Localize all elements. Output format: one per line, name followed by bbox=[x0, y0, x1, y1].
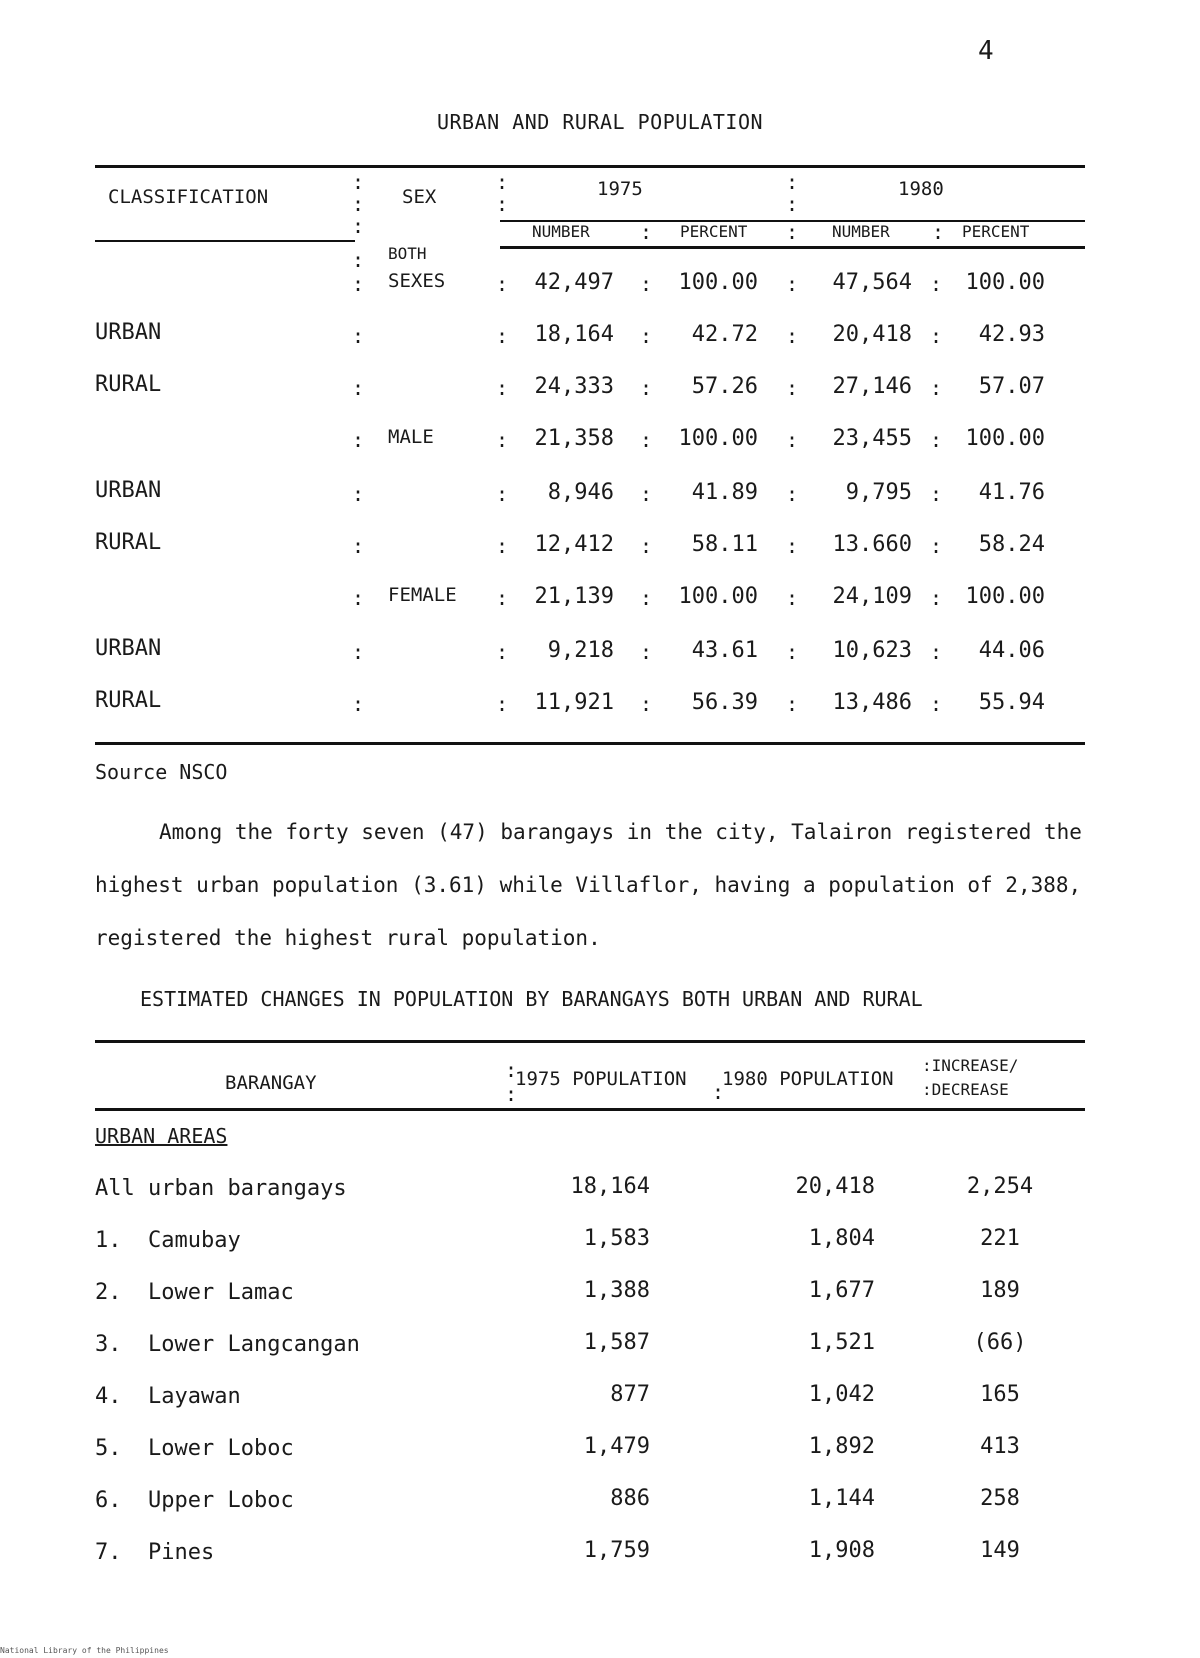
table1-bottom-rule bbox=[95, 742, 1085, 745]
divider: : bbox=[352, 428, 365, 452]
divider: : bbox=[930, 482, 943, 506]
number-cell: 23,455 bbox=[832, 426, 912, 451]
row-number: 6. bbox=[95, 1488, 122, 1513]
divider: : bbox=[352, 376, 365, 400]
divider: : bbox=[786, 482, 799, 506]
number-cell: 21,358 bbox=[534, 426, 614, 451]
table2-title: ESTIMATED CHANGES IN POPULATION BY BARANGAYS BOTH URBAN AND RURAL bbox=[140, 987, 923, 1011]
percent-cell: 58.11 bbox=[691, 532, 758, 557]
divider: : bbox=[352, 482, 365, 506]
row-number: 3. bbox=[95, 1332, 122, 1357]
pop1975-cell: 877 bbox=[610, 1382, 650, 1407]
header-percent-1980: PERCENT bbox=[962, 222, 1030, 241]
divider: : bbox=[505, 1058, 518, 1082]
pop1975-cell: 886 bbox=[610, 1486, 650, 1511]
divider: : bbox=[930, 640, 943, 664]
classification-cell: RURAL bbox=[95, 530, 162, 555]
divider: : bbox=[640, 534, 653, 558]
pop1975-cell: 18,164 bbox=[570, 1174, 650, 1199]
pop1975-cell: 1,759 bbox=[583, 1538, 650, 1563]
classification-cell: URBAN bbox=[95, 636, 162, 661]
barangay-name: Lower Langcangan bbox=[148, 1332, 360, 1357]
percent-cell: 42.72 bbox=[691, 322, 758, 347]
number-cell: 20,418 bbox=[832, 322, 912, 347]
divider: : bbox=[930, 692, 943, 716]
sex-cell: SEXES bbox=[388, 270, 446, 292]
divider: : bbox=[352, 534, 365, 558]
divider: : bbox=[786, 170, 799, 194]
number-cell: 13,486 bbox=[832, 690, 912, 715]
percent-cell: 41.76 bbox=[978, 480, 1045, 505]
divider: : bbox=[640, 640, 653, 664]
row-number: 1. bbox=[95, 1228, 122, 1253]
number-cell: 24,333 bbox=[534, 374, 614, 399]
divider: : bbox=[786, 376, 799, 400]
change-cell: (66) bbox=[973, 1330, 1027, 1355]
change-cell: 413 bbox=[980, 1434, 1020, 1459]
percent-cell: 100.00 bbox=[965, 584, 1045, 609]
table1-header-rule bbox=[500, 246, 1085, 249]
table2-header-rule bbox=[95, 1108, 1085, 1111]
header-decrease-text: DECREASE bbox=[931, 1080, 1009, 1099]
pop1975-cell: 1,388 bbox=[583, 1278, 650, 1303]
classification-cell: RURAL bbox=[95, 688, 162, 713]
divider: : bbox=[640, 482, 653, 506]
barangay-name: Upper Loboc bbox=[148, 1488, 294, 1513]
number-cell: 18,164 bbox=[534, 322, 614, 347]
row-number: 7. bbox=[95, 1540, 122, 1565]
divider: : bbox=[352, 248, 365, 272]
barangay-name: Layawan bbox=[148, 1384, 241, 1409]
header-number-1975: NUMBER bbox=[532, 222, 590, 241]
number-cell: 13.660 bbox=[832, 532, 912, 557]
source-note: Source NSCO bbox=[95, 760, 228, 784]
percent-cell: 55.94 bbox=[978, 690, 1045, 715]
divider: : bbox=[640, 692, 653, 716]
divider: : bbox=[786, 534, 799, 558]
number-cell: 12,412 bbox=[534, 532, 614, 557]
percent-cell: 43.61 bbox=[691, 638, 758, 663]
divider: : bbox=[930, 586, 943, 610]
percent-cell: 100.00 bbox=[965, 270, 1045, 295]
divider: : bbox=[496, 324, 509, 348]
divider: : bbox=[496, 640, 509, 664]
pop1980-cell: 20,418 bbox=[795, 1174, 875, 1199]
divider: : bbox=[496, 586, 509, 610]
header-1975-population: 1975 POPULATION bbox=[515, 1068, 687, 1090]
row-number: 2. bbox=[95, 1280, 122, 1305]
page-number: 4 bbox=[978, 36, 994, 66]
percent-cell: 44.06 bbox=[978, 638, 1045, 663]
divider: : bbox=[930, 428, 943, 452]
sex-cell: BOTH bbox=[388, 244, 427, 263]
percent-cell: 56.39 bbox=[691, 690, 758, 715]
divider: : bbox=[496, 428, 509, 452]
divider: : bbox=[930, 376, 943, 400]
table1-title: URBAN AND RURAL POPULATION bbox=[436, 110, 764, 134]
header-year-1980: 1980 bbox=[898, 178, 944, 200]
divider: : bbox=[352, 214, 365, 238]
header-decrease: :DECREASE bbox=[922, 1080, 1009, 1099]
divider: : bbox=[352, 640, 365, 664]
number-cell: 21,139 bbox=[534, 584, 614, 609]
table1-top-rule bbox=[95, 165, 1085, 168]
change-cell: 165 bbox=[980, 1382, 1020, 1407]
barangay-name: All urban barangays bbox=[95, 1176, 347, 1201]
number-cell: 42,497 bbox=[534, 270, 614, 295]
divider: : bbox=[932, 220, 945, 244]
divider: : bbox=[496, 482, 509, 506]
pop1975-cell: 1,479 bbox=[583, 1434, 650, 1459]
divider: : bbox=[640, 272, 653, 296]
pop1975-cell: 1,583 bbox=[583, 1226, 650, 1251]
classification-cell: URBAN bbox=[95, 320, 162, 345]
pop1980-cell: 1,677 bbox=[808, 1278, 875, 1303]
divider: : bbox=[640, 428, 653, 452]
divider: : bbox=[786, 428, 799, 452]
divider: : bbox=[496, 534, 509, 558]
percent-cell: 57.07 bbox=[978, 374, 1045, 399]
percent-cell: 42.93 bbox=[978, 322, 1045, 347]
barangay-name: Pines bbox=[148, 1540, 215, 1565]
table1-header-rule-left bbox=[95, 240, 355, 242]
classification-cell: RURAL bbox=[95, 372, 162, 397]
divider: : bbox=[352, 692, 365, 716]
percent-cell: 100.00 bbox=[678, 584, 758, 609]
divider: : bbox=[352, 272, 365, 296]
number-cell: 11,921 bbox=[534, 690, 614, 715]
header-increase-text: INCREASE/ bbox=[931, 1056, 1019, 1075]
percent-cell: 58.24 bbox=[978, 532, 1045, 557]
divider: : bbox=[352, 192, 365, 216]
percent-cell: 57.26 bbox=[691, 374, 758, 399]
divider: : bbox=[352, 586, 365, 610]
divider: : bbox=[352, 324, 365, 348]
classification-cell: URBAN bbox=[95, 478, 162, 503]
divider: : bbox=[496, 692, 509, 716]
header-year-1975: 1975 bbox=[597, 178, 643, 200]
divider: : bbox=[786, 192, 799, 216]
pop1980-cell: 1,804 bbox=[808, 1226, 875, 1251]
footer-library-note: National Library of the Philippines bbox=[0, 1646, 169, 1655]
header-barangay: BARANGAY bbox=[225, 1072, 317, 1094]
sex-cell: MALE bbox=[388, 426, 434, 448]
percent-cell: 41.89 bbox=[691, 480, 758, 505]
change-cell: 149 bbox=[980, 1538, 1020, 1563]
paragraph-text: Among the forty seven (47) barangays in the city, Talairon registered the highest urban population (3.61) while Villaflor, having a population of 2,388, registered the highest rural population. bbox=[95, 820, 1082, 950]
number-cell: 10,623 bbox=[832, 638, 912, 663]
row-number: 5. bbox=[95, 1436, 122, 1461]
divider: : bbox=[496, 170, 509, 194]
header-increase: :INCREASE/ bbox=[922, 1056, 1019, 1075]
divider: : bbox=[786, 692, 799, 716]
divider: : bbox=[930, 324, 943, 348]
pop1975-cell: 1,587 bbox=[583, 1330, 650, 1355]
change-cell: 258 bbox=[980, 1486, 1020, 1511]
change-cell: 189 bbox=[980, 1278, 1020, 1303]
divider: : bbox=[930, 534, 943, 558]
divider: : bbox=[640, 324, 653, 348]
percent-cell: 100.00 bbox=[678, 270, 758, 295]
table2-top-rule bbox=[95, 1040, 1085, 1043]
divider: : bbox=[352, 170, 365, 194]
divider: : bbox=[786, 640, 799, 664]
divider: : bbox=[786, 220, 799, 244]
change-cell: 221 bbox=[980, 1226, 1020, 1251]
number-cell: 27,146 bbox=[832, 374, 912, 399]
number-cell: 24,109 bbox=[832, 584, 912, 609]
pop1980-cell: 1,892 bbox=[808, 1434, 875, 1459]
percent-cell: 100.00 bbox=[678, 426, 758, 451]
change-cell: 2,254 bbox=[966, 1174, 1034, 1199]
header-number-1980: NUMBER bbox=[832, 222, 890, 241]
divider: : bbox=[640, 220, 653, 244]
barangay-name: Lower Lamac bbox=[148, 1280, 294, 1305]
divider: : bbox=[496, 272, 509, 296]
section-urban-areas: URBAN AREAS bbox=[95, 1124, 228, 1148]
barangay-name: Camubay bbox=[148, 1228, 241, 1253]
divider: : bbox=[930, 272, 943, 296]
pop1980-cell: 1,521 bbox=[808, 1330, 875, 1355]
divider: : bbox=[640, 586, 653, 610]
header-sex: SEX bbox=[402, 186, 437, 208]
divider: : bbox=[786, 324, 799, 348]
barangay-name: Lower Loboc bbox=[148, 1436, 294, 1461]
header-percent-1975: PERCENT bbox=[680, 222, 748, 241]
pop1980-cell: 1,908 bbox=[808, 1538, 875, 1563]
divider: : bbox=[496, 376, 509, 400]
sex-cell: FEMALE bbox=[388, 584, 457, 606]
number-cell: 47,564 bbox=[832, 270, 912, 295]
body-paragraph bbox=[95, 806, 1095, 965]
pop1980-cell: 1,144 bbox=[808, 1486, 875, 1511]
pop1980-cell: 1,042 bbox=[808, 1382, 875, 1407]
header-classification: CLASSIFICATION bbox=[108, 186, 269, 208]
row-number: 4. bbox=[95, 1384, 122, 1409]
percent-cell: 100.00 bbox=[965, 426, 1045, 451]
number-cell: 9,795 bbox=[845, 480, 912, 505]
divider: : bbox=[505, 1082, 518, 1106]
number-cell: 8,946 bbox=[547, 480, 614, 505]
divider: : bbox=[786, 272, 799, 296]
divider: : bbox=[496, 192, 509, 216]
divider: : bbox=[786, 586, 799, 610]
divider: : bbox=[640, 376, 653, 400]
number-cell: 9,218 bbox=[547, 638, 614, 663]
divider: : bbox=[712, 1080, 725, 1104]
header-1980-population: 1980 POPULATION bbox=[722, 1068, 894, 1090]
